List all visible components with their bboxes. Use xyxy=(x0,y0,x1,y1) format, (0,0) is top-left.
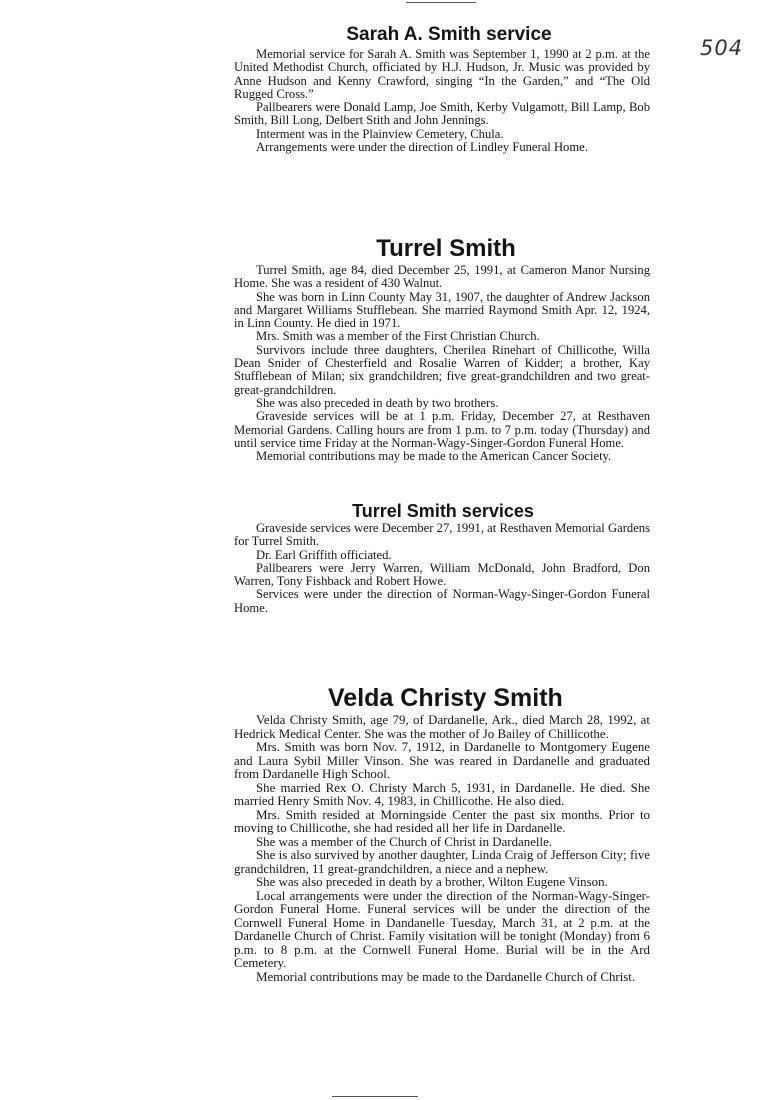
article-paragraph: Memorial contributions may be made to the Dardanelle Church of Christ. xyxy=(256,969,636,984)
obituary-sarah-a-smith-service xyxy=(234,22,650,154)
article-paragraph: She married Rex O. Christy March 5, 1931, in Dardanelle. He died. She married Henry Smith Nov. 4, 1983, in Chillicothe. He also died. xyxy=(234,780,650,808)
article-paragraph: Pallbearers were Donald Lamp, Joe Smith, Kerby Vulgamott, Bill Lamp, Bob Smith, Bill Long, Delbert Stith and John Jennings. xyxy=(234,100,650,128)
article-paragraph: Dr. Earl Griffith officiated. xyxy=(256,547,392,562)
article-heading: Velda Christy Smith xyxy=(328,684,563,712)
article-paragraph: She was also preceded in death by two brothers. xyxy=(256,395,499,410)
article-paragraph: Memorial service for Sarah A. Smith was September 1, 1990 at 2 p.m. at the United Methodist Church, officiated by H.J. Hudson, Jr. Music was provided by Anne Hudson and Kenny Crawford, singing “In the Garden,” and “The Old Rugged Cross.” xyxy=(234,47,650,101)
handwritten-page-number: 504 xyxy=(700,36,744,60)
article-paragraph: Memorial contributions may be made to the American Cancer Society. xyxy=(256,449,612,464)
obituary-turrel-smith xyxy=(234,234,650,463)
article-paragraph: She was born in Linn County May 31, 1907, the daughter of Andrew Jackson and Margaret Williams Stufflebean. She married Raymond Smith Apr. 12, 1924, in Linn County. He died in 1971. xyxy=(234,289,650,331)
obituary-turrel-smith-services xyxy=(234,500,650,615)
article-paragraph: Graveside services will be at 1 p.m. Friday, December 27, at Resthaven Memorial Gardens. Calling hours are from 1 p.m. to 7 p.m. today (Thursday) and until service time Friday at the Norman-Wagy-Singer-Gordon Funeral Home. xyxy=(234,409,650,450)
article-paragraph: Survivors include three daughters, Cherilea Rinehart of Chillicothe, Willa Dean Snider of Chesterfield and Rosalie Warren of Kidder; a brother, Kay Stufflebean of Milan; six grandchildren; five great-grandchildren and two great-great-grandchildren. xyxy=(234,342,650,397)
article-paragraph: She was also preceded in death by a brother, Wilton Eugene Vinson. xyxy=(256,875,608,889)
article-paragraph: Mrs. Smith was a member of the First Christian Church. xyxy=(256,329,540,344)
article-paragraph: Arrangements were under the direction of Lindley Funeral Home. xyxy=(256,140,588,155)
article-paragraph: Mrs. Smith was born Nov. 7, 1912, in Dardanelle to Montgomery Eugene and Laura Sybil Miller Vinson. She was reared in Dardanelle and graduated from Dardanelle High School. xyxy=(234,740,650,781)
article-paragraph: She was a member of the Church of Christ in Dardanelle. xyxy=(256,834,553,849)
article-heading: Turrel Smith xyxy=(376,235,516,262)
article-paragraph: Graveside services were December 27, 1991, at Resthaven Memorial Gardens for Turrel Smith. xyxy=(234,521,650,549)
article-heading: Turrel Smith services xyxy=(352,501,534,521)
article-heading: Sarah A. Smith service xyxy=(346,24,552,45)
top-divider-rule xyxy=(406,2,476,3)
article-paragraph: Interment was in the Plainview Cemetery, Chula. xyxy=(256,126,504,141)
article-paragraph: She is also survived by another daughter, Linda Craig of Jefferson City; five grandchildren, 11 great-grandchildren, a niece and a nephew. xyxy=(234,848,650,876)
article-paragraph: Local arrangements were under the direction of the Norman-Wagy-Singer-Gordon Funeral Home. Funeral services will be under the direction of the Cornwell Funeral Home in Dandanelle Tuesday, March 31, at 2 p.m. at the Dardanelle Church of Christ. Family visitation will be tonight (Monday) from 6 p.m. to 8 p.m. at the Cornwell Funeral Home. Burial will be in the Ard Cemetery. xyxy=(234,888,650,970)
article-paragraph: Mrs. Smith resided at Morningside Center the past six months. Prior to moving to Chillicothe, she had resided all her life in Dardanelle. xyxy=(234,807,650,835)
article-paragraph: Services were under the direction of Norman-Wagy-Singer-Gordon Funeral Home. xyxy=(234,587,650,615)
bottom-divider-rule xyxy=(332,1096,418,1097)
article-paragraph: Turrel Smith, age 84, died December 25, 1991, at Cameron Manor Nursing Home. She was a resident of 430 Walnut. xyxy=(234,263,650,291)
obituary-velda-christy-smith xyxy=(234,682,650,984)
article-paragraph: Pallbearers were Jerry Warren, William McDonald, John Bradford, Don Warren, Tony Fishback and Robert Howe. xyxy=(234,560,650,589)
article-paragraph: Velda Christy Smith, age 79, of Dardanelle, Ark., died March 28, 1992, at Hedrick Medical Center. She was the mother of Jo Bailey of Chillicothe. xyxy=(234,713,650,741)
